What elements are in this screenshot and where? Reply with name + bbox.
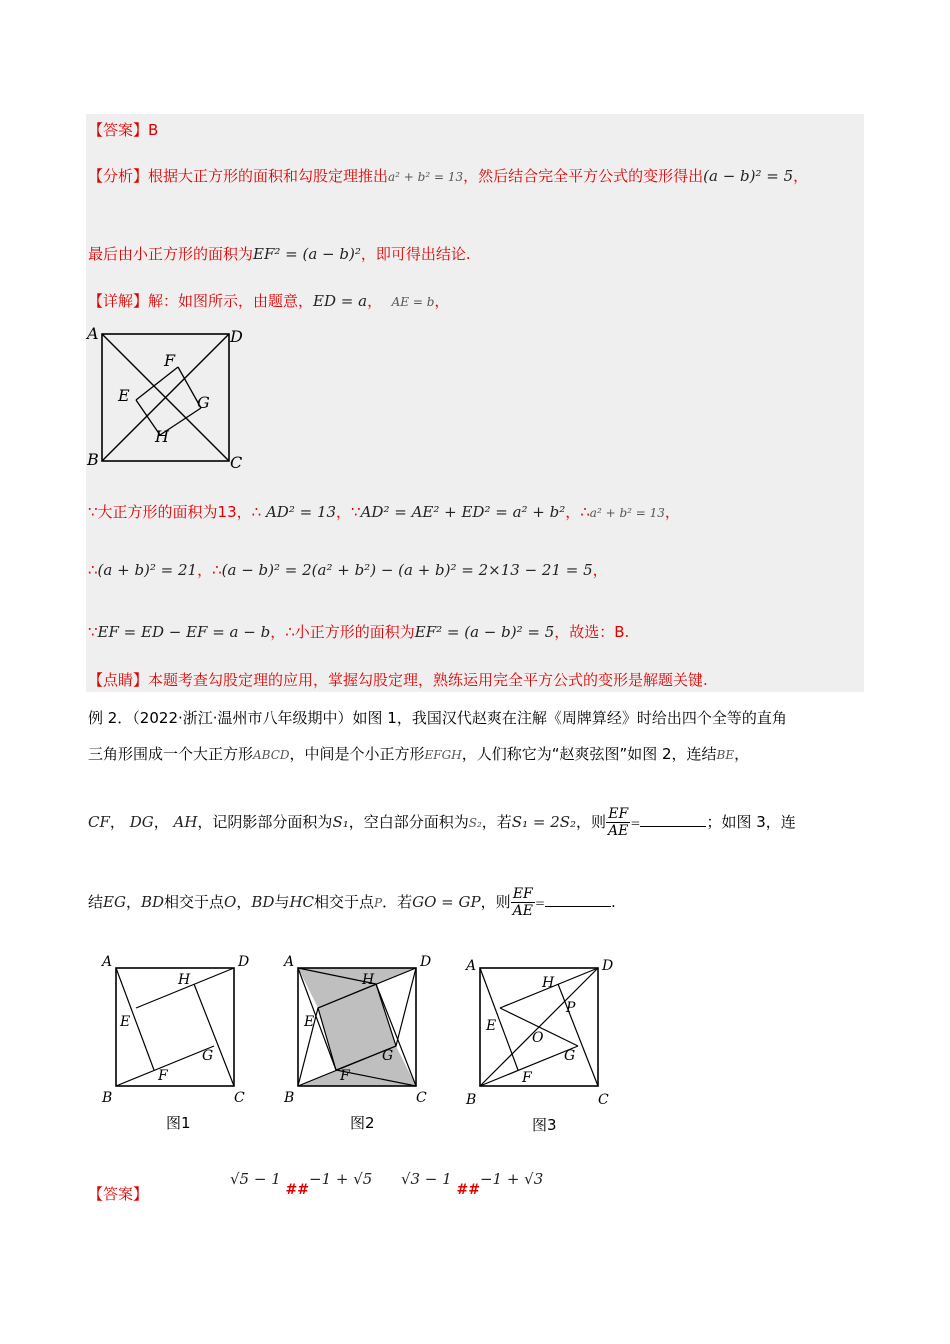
fig3-B: B	[466, 1092, 477, 1108]
detail-line	[88, 291, 449, 312]
text: ，人们称它为“赵爽弦图”如图 2，连结	[461, 745, 717, 763]
text: ，记阴影部分面积为	[197, 813, 333, 831]
figure-2	[280, 950, 440, 1110]
text: 结	[88, 893, 104, 911]
formula: EF² = (a − b)² = 5	[414, 623, 555, 641]
text: ，	[734, 745, 750, 763]
punct: ，	[592, 561, 608, 579]
text: .	[611, 893, 616, 911]
step-text: ∴	[88, 561, 98, 579]
text: ，空白部分面积为	[348, 813, 469, 831]
text: 三角形围成一个大正方形	[88, 745, 254, 763]
text: ，则	[576, 813, 607, 831]
fig2-B: B	[284, 1090, 295, 1106]
fig3-H: H	[542, 975, 555, 991]
answer2-values	[230, 1170, 544, 1198]
formula: AD² = 13	[265, 503, 337, 521]
punct: ，	[434, 292, 450, 310]
label-F: F	[164, 351, 176, 370]
caption-2: 图2	[350, 1114, 375, 1132]
fig3-E: E	[486, 1018, 497, 1034]
answer-2: √3 − 1	[400, 1170, 452, 1188]
math: O	[224, 893, 237, 911]
math: ABCD	[253, 748, 290, 762]
text: 相交于点	[164, 893, 225, 911]
math: HC	[289, 893, 315, 911]
fig1-B: B	[102, 1090, 113, 1106]
text: ，	[236, 893, 252, 911]
math: S₂	[468, 816, 482, 830]
example2-line-4	[88, 886, 616, 919]
tip-tag: 【点睛】	[88, 671, 149, 689]
analysis-tag: 【分析】	[88, 167, 149, 185]
separator: ##	[285, 1182, 309, 1198]
answer-1: √5 − 1	[230, 1170, 281, 1188]
example2-line-1: 例 2．（2022·浙江·温州市八年级期中）如图 1，我国汉代赵爽在注解《周牌算经》时给出四个全等的直角	[88, 709, 787, 727]
answer-line	[88, 120, 158, 140]
math: S₁	[332, 813, 349, 831]
answer-blank-1[interactable]	[640, 812, 706, 827]
fig1-G: G	[202, 1048, 214, 1064]
equals: =	[630, 816, 641, 830]
text: 与	[274, 893, 290, 911]
detail-figure	[80, 322, 250, 472]
step-text: ，∴	[565, 503, 590, 521]
tip-text: 本题考查勾股定理的应用，掌握勾股定理，熟练运用完全平方公式的变形是解题关键.	[148, 671, 708, 689]
tip-line	[88, 670, 708, 690]
answer-value: B	[148, 121, 159, 139]
fig1-C: C	[234, 1090, 245, 1106]
fig1-H: H	[178, 972, 191, 988]
formula: (a − b)² = 2(a² + b²) − (a + b)² = 2×13 − 21 = 5	[221, 561, 593, 579]
math: CF	[88, 813, 110, 831]
formula: ED = a	[313, 292, 368, 310]
answer-blank-2[interactable]	[545, 892, 611, 907]
text: ；如图 3，连	[706, 813, 796, 831]
math: BD	[251, 893, 275, 911]
fig2-E: E	[304, 1014, 315, 1030]
fig1-A: A	[102, 954, 113, 970]
fig3-F: F	[522, 1070, 532, 1086]
step-text: ，∴小正方形的面积为	[270, 623, 415, 641]
fig2-G: G	[382, 1048, 394, 1064]
text: ，若	[481, 813, 512, 831]
step-text: ，∵	[336, 503, 361, 521]
figure-1	[98, 950, 258, 1110]
text: ，	[153, 813, 169, 831]
math: DG	[129, 813, 154, 831]
punct: ，	[793, 167, 809, 185]
answer-tag: 【答案】	[88, 121, 149, 139]
frac-num: EF	[511, 886, 535, 903]
formula: AE = b	[391, 295, 435, 309]
text: ，	[125, 893, 141, 911]
fraction-ef-ae	[606, 806, 630, 839]
math: EFGH	[424, 748, 462, 762]
frac-num: EF	[606, 806, 630, 823]
caption-3: 图3	[532, 1116, 557, 1134]
step-text: ∵大正方形的面积为13，∴	[88, 503, 262, 521]
math: BD	[140, 893, 165, 911]
math: GO = GP	[412, 893, 481, 911]
label-D: D	[230, 327, 243, 346]
fraction-ef-ae-2	[511, 886, 535, 919]
fig1-D: D	[238, 954, 250, 970]
fig3-G: G	[564, 1048, 576, 1064]
math: P	[374, 896, 383, 910]
answer2-tag: 【答案】	[88, 1185, 149, 1203]
fig2-H: H	[362, 972, 375, 988]
step-text: ，∴	[197, 561, 222, 579]
frac-den: AE	[608, 823, 629, 839]
step-2	[88, 560, 608, 580]
step-text: ∵	[88, 623, 98, 641]
label-A: A	[87, 324, 99, 343]
fig3-A: A	[466, 958, 477, 974]
fig3-C: C	[598, 1092, 609, 1108]
label-C: C	[230, 453, 243, 472]
fig3-P: P	[566, 1000, 576, 1016]
formula: a² + b² = 13	[589, 506, 665, 520]
step-3	[88, 622, 629, 642]
analysis-text: ，即可得出结论.	[360, 245, 471, 263]
formula: EF² = (a − b)²	[253, 245, 361, 263]
separator: ##	[456, 1182, 480, 1198]
fig3-D: D	[602, 958, 614, 974]
punct: ，	[367, 292, 383, 310]
fig3-O: O	[532, 1030, 544, 1046]
formula: (a − b)² = 5	[703, 167, 794, 185]
analysis-line-1	[88, 166, 808, 187]
answer-1-alt: −1 + √5	[309, 1170, 373, 1188]
math: S₁ = 2S₂	[511, 813, 577, 831]
answer-2-alt: −1 + √3	[479, 1170, 544, 1188]
formula: EF = ED − EF = a − b	[97, 623, 271, 641]
fig2-C: C	[416, 1090, 427, 1106]
figure-3	[460, 950, 620, 1110]
example2-line-2	[88, 744, 749, 765]
fig2-F: F	[340, 1068, 350, 1084]
label-G: G	[197, 393, 210, 412]
example2-line-3	[88, 806, 796, 839]
math: BE	[716, 748, 735, 762]
formula: AD² = AE² + ED² = a² + b²	[360, 503, 566, 521]
fig1-F: F	[158, 1068, 168, 1084]
formula: (a + b)² = 21	[97, 561, 198, 579]
analysis-text: ，然后结合完全平方公式的变形得出	[463, 167, 704, 185]
text: ，中间是个小正方形	[289, 745, 425, 763]
text: ．若	[382, 893, 413, 911]
analysis-text: 根据大正方形的面积和勾股定理推出	[148, 167, 389, 185]
text: ，则	[480, 893, 511, 911]
step-1	[88, 502, 680, 523]
detail-text: 解：如图所示，由题意，	[148, 292, 314, 310]
fig2-D: D	[420, 954, 432, 970]
frac-den: AE	[512, 903, 533, 919]
equals: =	[534, 896, 546, 910]
formula: a² + b² = 13	[388, 170, 464, 184]
label-H: H	[155, 427, 169, 446]
analysis-line-2	[88, 244, 471, 264]
math: AH	[173, 813, 198, 831]
fig1-E: E	[120, 1014, 131, 1030]
analysis-text: 最后由小正方形的面积为	[88, 245, 254, 263]
text: ，	[109, 813, 125, 831]
caption-1: 图1	[166, 1114, 191, 1132]
text: 相交于点	[314, 893, 375, 911]
detail-tag: 【详解】	[88, 292, 149, 310]
label-B: B	[87, 450, 99, 469]
step-text: ，故选：B.	[554, 623, 630, 641]
label-E: E	[118, 386, 130, 405]
math: EG	[103, 893, 126, 911]
fig2-A: A	[284, 954, 295, 970]
punct: ，	[664, 503, 680, 521]
